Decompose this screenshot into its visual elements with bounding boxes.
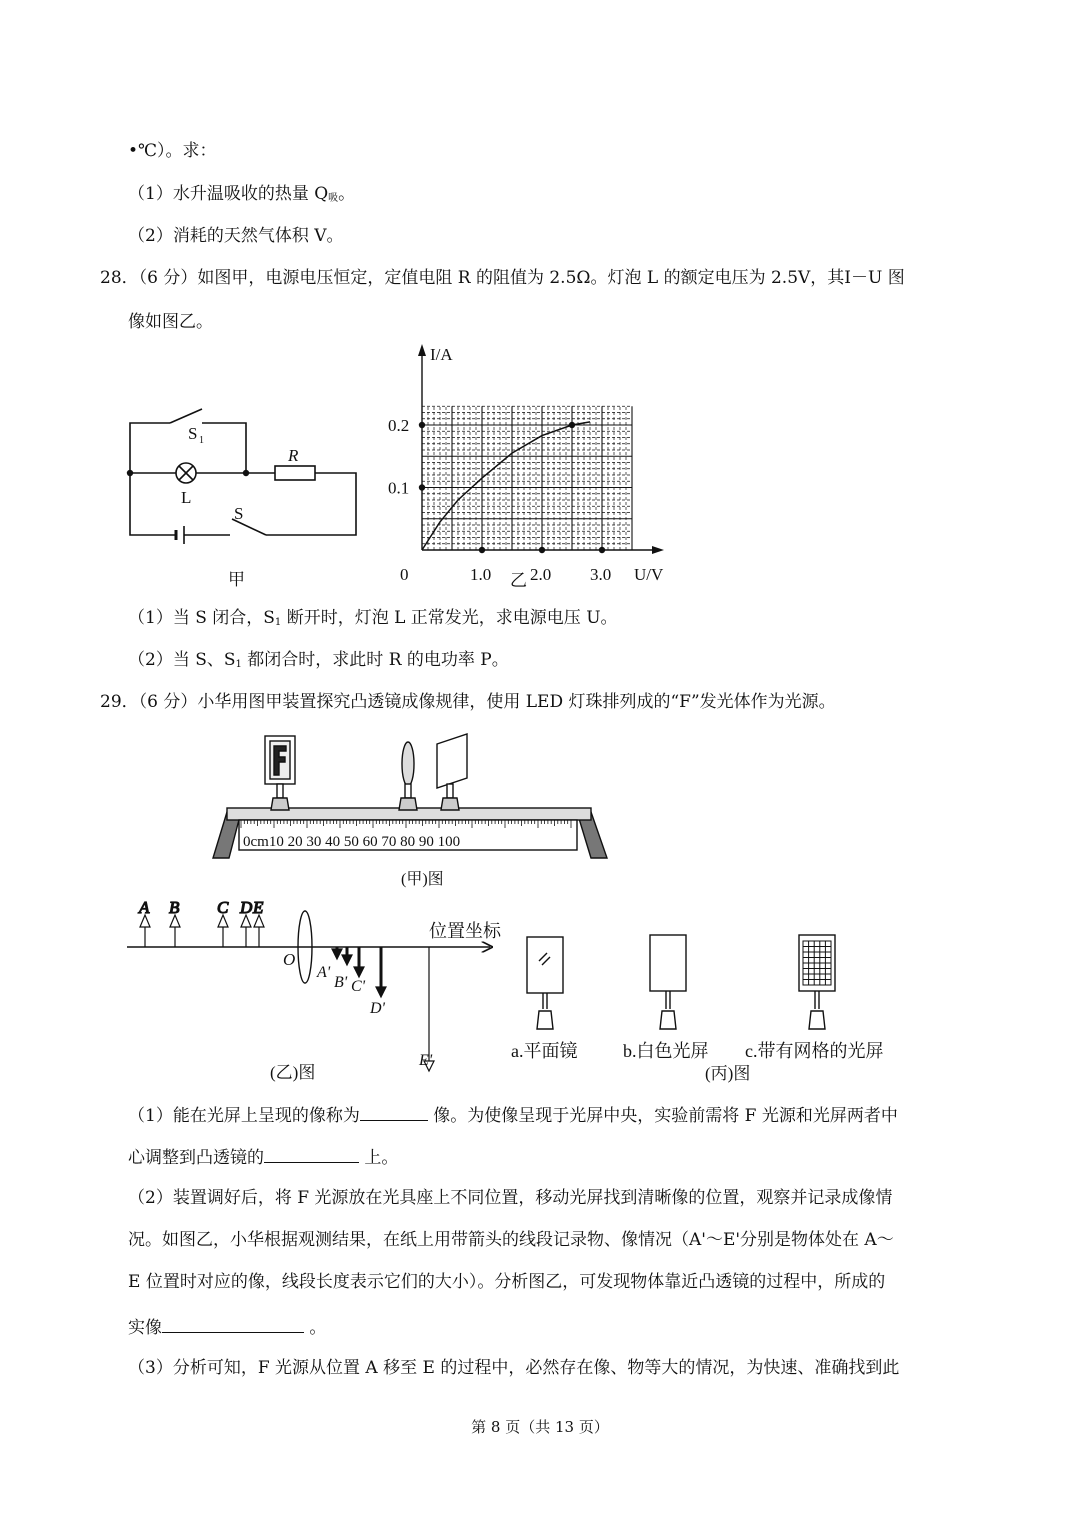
answer-blank-2[interactable] (264, 1146, 359, 1163)
image-arrowhead (332, 949, 342, 959)
lamp-label: L (181, 488, 192, 507)
q-part-text: （1）水升温吸收的热量 Q (128, 184, 329, 204)
q-part-text: 像。为使像呈现于光屏中央，实验前需将 F 光源和光屏两者中 (427, 1106, 898, 1126)
image-arrowhead (376, 987, 386, 997)
mirror-icon (527, 937, 563, 993)
question-28-stem-cont: 像如图乙。 (128, 312, 213, 332)
lens-origin-label: O (283, 950, 296, 969)
object-label: A (139, 898, 150, 917)
screen-options-diagram (505, 925, 915, 1085)
resistor-label: R (288, 446, 299, 465)
q29-part-2-line-4 (128, 1316, 326, 1338)
q-part-text: 实像 (128, 1318, 162, 1338)
page-footer: 第 8 页（共 13 页） (471, 1418, 609, 1436)
x-axis-label: U/V (634, 565, 664, 584)
x-tick-dot (479, 547, 485, 553)
x-tick-label: 1.0 (470, 565, 492, 584)
q-part-text: 断开时，灯泡 L 正常发光，求电源电压 U。 (281, 608, 618, 628)
y-axis-label: I/A (430, 345, 453, 364)
q29-part-1-line-2 (128, 1146, 398, 1168)
x-tick-label: 3.0 (590, 565, 612, 584)
object-label: C (217, 898, 229, 917)
x-tick-label: 0 (400, 565, 409, 584)
option-a-label: a.平面镜 (511, 1041, 578, 1061)
q-part-text: 都闭合时，求此时 R 的电功率 P。 (241, 650, 509, 670)
ruler-scale: 0cm10 20 30 40 50 60 70 80 90 100 (243, 834, 461, 850)
object-label: B (169, 898, 180, 917)
y-tick-label: 0.1 (388, 478, 410, 498)
q-part-text: （2）当 S、S (128, 650, 236, 670)
q29-part-2-line-3: E 位置时对应的像，线段长度表示它们的大小）。分析图乙，可发现物体靠近凸透镜的过程中，所成的 (128, 1272, 886, 1292)
iu-chart (380, 340, 680, 590)
resistor-icon (275, 466, 315, 480)
rated-point (569, 422, 575, 428)
x-tick-dot (599, 547, 605, 553)
q29-part-3-line-1: （3）分析可知，F 光源从位置 A 移至 E 的过程中，必然存在像、物等大的情况，为快速、准确找到此 (128, 1358, 900, 1378)
iu-curve (422, 422, 590, 550)
image-arrowhead (354, 967, 364, 977)
answer-blank-3[interactable] (162, 1316, 304, 1333)
text-line-3: （2）消耗的天然气体积 V。 (128, 226, 344, 246)
q-part-text: （1）能在光屏上呈现的像称为 (128, 1106, 360, 1126)
subscript: 1 (235, 659, 242, 670)
circuit-diagram (118, 395, 368, 595)
y-axis-arrow (418, 344, 426, 356)
y-tick-label: 0.2 (388, 416, 410, 435)
question-29-stem: 29．（6 分）小华用图甲装置探究凸透镜成像规律，使用 LED 灯珠排列成的“F”发光体作为光源。 (100, 692, 836, 712)
subscript: 1 (274, 617, 282, 628)
x-tick-label: 2.0 (530, 565, 552, 584)
diagram-bing-caption: (丙)图 (705, 1064, 751, 1083)
switch-s-label: S (234, 504, 244, 523)
q29-part-2-line-2: 况。如图乙，小华根据观测结果，在纸上用带箭头的线段记录物、像情况（A'～E'分别是物体处在 A～ (128, 1230, 894, 1250)
image-label: D' (370, 1000, 385, 1017)
x-axis-arrow (652, 546, 664, 554)
q-part-text: 。 (304, 1318, 327, 1338)
q28-part-2 (128, 650, 509, 675)
q-part-text: （1）当 S 闭合，S (128, 608, 275, 628)
option-c-label: c.带有网格的光屏 (745, 1041, 884, 1061)
y-tick-dot (419, 484, 425, 490)
image-label: B' (334, 974, 348, 991)
optical-bench-diagram (205, 728, 615, 893)
lens-image-diagram (125, 895, 505, 1090)
image-arrowhead (342, 955, 352, 965)
white-screen-icon (650, 935, 686, 991)
chart-grid (422, 406, 632, 550)
object-label: E (253, 898, 264, 917)
object-label: D (240, 898, 253, 917)
q28-part-1 (128, 608, 618, 633)
subscript: 吸 (328, 193, 339, 204)
image-label: E' (419, 1052, 433, 1069)
diagram-yi-caption: (乙)图 (270, 1063, 316, 1082)
q-part-text: 。 (338, 184, 356, 204)
y-tick-dot (419, 422, 425, 428)
chart-caption: 乙 (510, 571, 527, 590)
answer-blank-1[interactable] (360, 1104, 428, 1121)
chart-axes (388, 344, 664, 590)
question-28-stem: 28．（6 分）如图甲，电源电压恒定，定值电阻 R 的阻值为 2.5Ω。灯泡 L 的额定电压为 2.5V，其Ⅰ－U 图 (100, 268, 905, 288)
x-tick-dot (539, 547, 545, 553)
q29-part-2-line-1: （2）装置调好后，将 F 光源放在光具座上不同位置，移动光屏找到清晰像的位置，观察并记录成像情 (128, 1188, 893, 1208)
q-part-text: 心调整到凸透镜的 (128, 1148, 264, 1168)
axis-label: 位置坐标 (429, 921, 501, 941)
q-part-text: 上。 (359, 1148, 399, 1168)
option-b-label: b.白色光屏 (623, 1041, 709, 1061)
image-label: A' (317, 964, 331, 981)
text-line-2 (128, 184, 355, 209)
q29-part-1-line-1 (128, 1104, 898, 1126)
image-label: C' (351, 978, 366, 995)
bench-caption: (甲)图 (401, 871, 444, 888)
switch-s1-sub: 1 (199, 435, 204, 446)
switch-s1-label: S (188, 424, 198, 443)
text-line-1: •℃）。求： (128, 141, 217, 161)
circuit-caption: 甲 (228, 570, 245, 589)
